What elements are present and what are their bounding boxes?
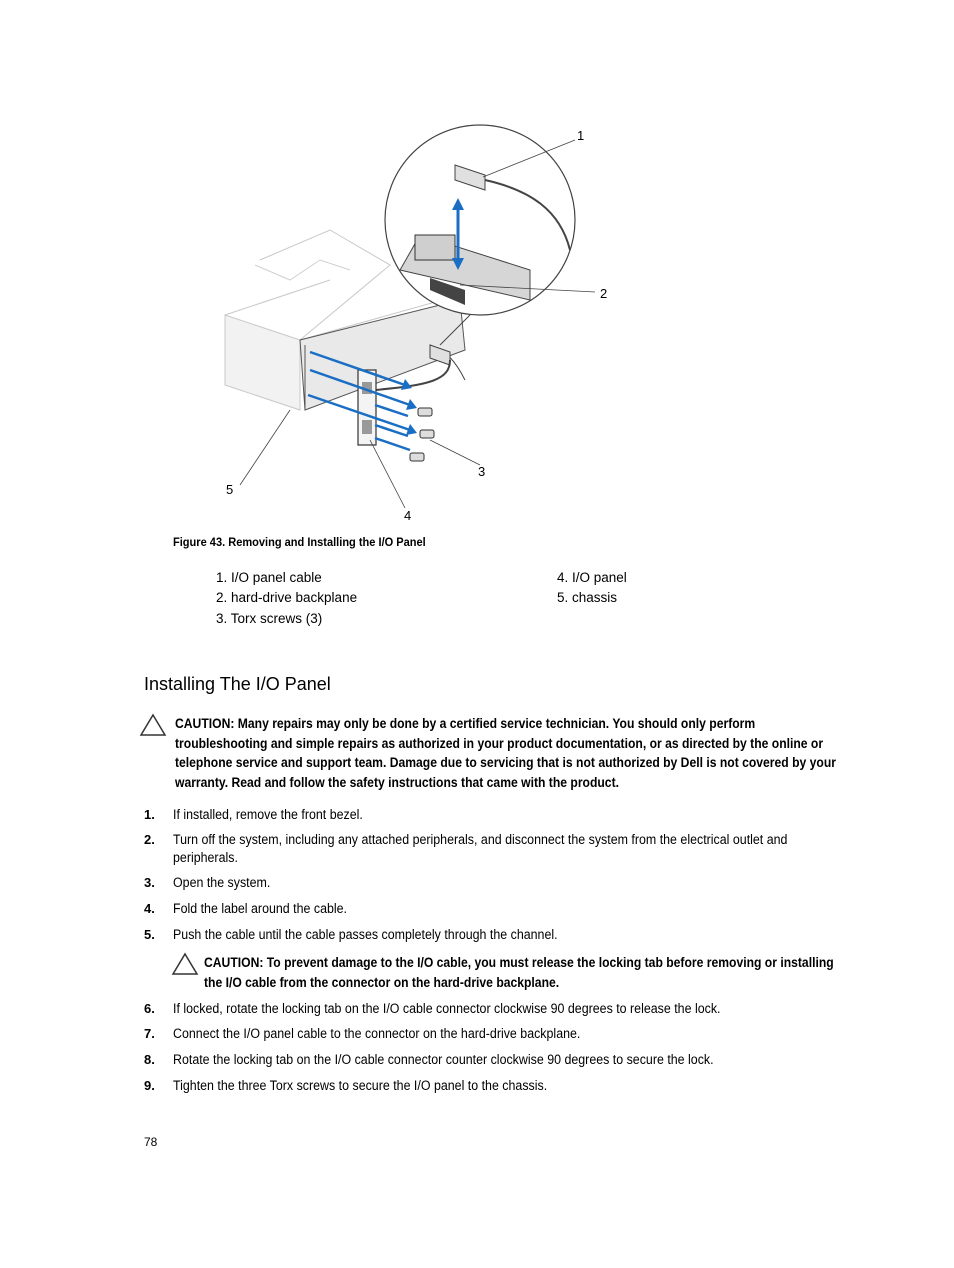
callout-2: 2 xyxy=(600,286,608,301)
legend-item-4: 4. I/O panel xyxy=(557,570,627,585)
caution-line: CAUTION: Many repairs may only be done by a certified service technician. You should only perform xyxy=(175,716,756,731)
step-text: Open the system. xyxy=(173,875,271,890)
step-line: Turn off the system, including any attached peripherals, and disconnect the system from the electrical outlet and xyxy=(173,832,788,847)
step-text: Fold the label around the cable. xyxy=(173,901,348,916)
callout-3: 3 xyxy=(478,464,486,479)
warning-triangle-icon xyxy=(139,713,167,737)
step-text xyxy=(173,831,808,867)
caution-block-1 xyxy=(175,714,859,792)
step-number: 5. xyxy=(144,927,155,942)
step-number: 3. xyxy=(144,875,155,890)
warning-triangle-icon xyxy=(171,952,199,976)
step-text: Connect the I/O panel cable to the connector on the hard-drive backplane. xyxy=(173,1026,581,1041)
figure-io-panel-illustration xyxy=(200,120,640,530)
page-number: 78 xyxy=(144,1135,158,1149)
step-text: If locked, rotate the locking tab on the I/O cable connector clockwise 90 degrees to release the lock. xyxy=(173,1001,721,1016)
caution-line: troubleshooting and simple repairs as authorized in your product documentation, or as directed by the online or xyxy=(175,735,824,751)
callout-1: 1 xyxy=(577,128,585,143)
legend-item-5: 5. chassis xyxy=(557,590,618,605)
caution-line: warranty. Read and follow the safety instructions that came with the product. xyxy=(175,774,619,790)
step-line: peripherals. xyxy=(173,850,238,865)
caution-block-2 xyxy=(204,953,852,992)
legend-item-1: 1. I/O panel cable xyxy=(216,570,322,585)
step-number: 2. xyxy=(144,832,155,847)
step-text: Tighten the three Torx screws to secure the I/O panel to the chassis. xyxy=(173,1078,548,1093)
step-number: 7. xyxy=(144,1026,155,1041)
step-number: 6. xyxy=(144,1001,155,1016)
step-text: If installed, remove the front bezel. xyxy=(173,807,363,822)
callout-5: 5 xyxy=(226,482,234,497)
step-number: 4. xyxy=(144,901,155,916)
section-title: Installing The I/O Panel xyxy=(144,674,331,694)
step-number: 1. xyxy=(144,807,155,822)
torx-screws xyxy=(410,408,434,461)
step-number: 9. xyxy=(144,1078,155,1093)
caution-line: CAUTION: To prevent damage to the I/O cable, you must release the locking tab before removing or installing xyxy=(204,955,834,970)
step-number: 8. xyxy=(144,1052,155,1067)
legend-item-2: 2. hard-drive backplane xyxy=(216,590,358,605)
caution-line: the I/O cable from the connector on the hard-drive backplane. xyxy=(204,974,560,990)
caution-line: telephone service and support team. Damage due to servicing that is not authorized by Dell is not covered by your xyxy=(175,755,836,770)
callout-4: 4 xyxy=(404,508,412,523)
figure-caption: Figure 43. Removing and Installing the I/O Panel xyxy=(173,535,426,549)
legend-item-3: 3. Torx screws (3) xyxy=(216,611,323,626)
step-text: Rotate the locking tab on the I/O cable connector counter clockwise 90 degrees to secure the lock. xyxy=(173,1052,714,1067)
io-panel-diagram xyxy=(200,120,640,530)
step-text: Push the cable until the cable passes completely through the channel. xyxy=(173,927,558,942)
